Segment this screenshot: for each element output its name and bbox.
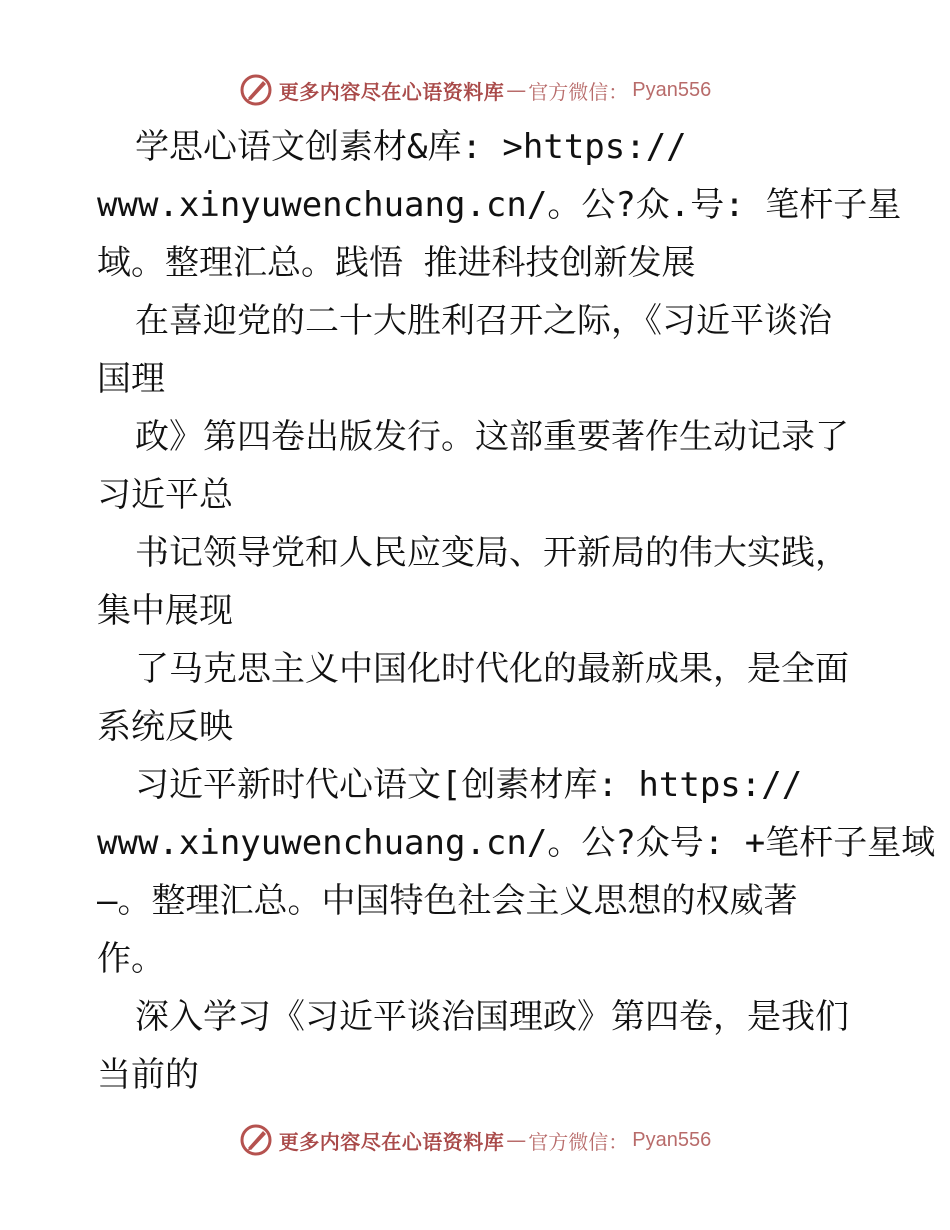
text-line: www.xinyuwenchuang.cn/。公?众号: +笔杆子星域 xyxy=(97,823,936,863)
text-line: 深入学习《习近平谈治国理政》第四卷，是我们 xyxy=(135,997,849,1037)
text-line: 国理 xyxy=(97,359,165,399)
header-banner xyxy=(0,70,950,110)
footer-banner xyxy=(0,1120,950,1160)
banner-title: 更多内容尽在心语资料库 xyxy=(278,79,505,104)
body-text xyxy=(97,118,936,1104)
banner-separator: — xyxy=(506,78,527,102)
banner-separator: — xyxy=(506,1128,527,1152)
banner-title: 更多内容尽在心语资料库 xyxy=(278,1129,505,1154)
text-line: 系统反映 xyxy=(97,707,233,747)
text-line: 政》第四卷出版发行。这部重要著作生动记录了 xyxy=(135,417,849,457)
text-line: —。整理汇总。中国特色社会主义思想的权威著 xyxy=(97,881,798,921)
text-line: 当前的 xyxy=(97,1055,199,1095)
text-line: 习近平新时代心语文[创素材库: https:// xyxy=(135,765,803,805)
text-line: www.xinyuwenchuang.cn/。公?众.号: 笔杆子星 xyxy=(97,185,902,225)
text-line: 在喜迎党的二十大胜利召开之际，《习近平谈治 xyxy=(135,301,832,341)
banner-wechat-id: Pyan556 xyxy=(632,1128,712,1151)
quill-logo-icon xyxy=(239,73,273,107)
banner-wechat-label: 官方微信： xyxy=(528,1129,629,1154)
text-line: 学思心语文创素材&库: >https:// xyxy=(135,127,687,167)
text-line: 域。整理汇总。践悟 推进科技创新发展 xyxy=(97,243,696,283)
text-line: 书记领导党和人民应变局、开新局的伟大实践， xyxy=(135,533,849,573)
text-line: 了马克思主义中国化时代化的最新成果，是全面 xyxy=(135,649,849,689)
text-line: 作。 xyxy=(97,939,165,979)
banner-wechat-id: Pyan556 xyxy=(632,78,712,101)
banner-wechat-label: 官方微信： xyxy=(528,79,629,104)
text-line: 习近平总 xyxy=(97,475,233,515)
quill-logo-icon xyxy=(239,1123,273,1157)
text-line: 集中展现 xyxy=(97,591,233,631)
